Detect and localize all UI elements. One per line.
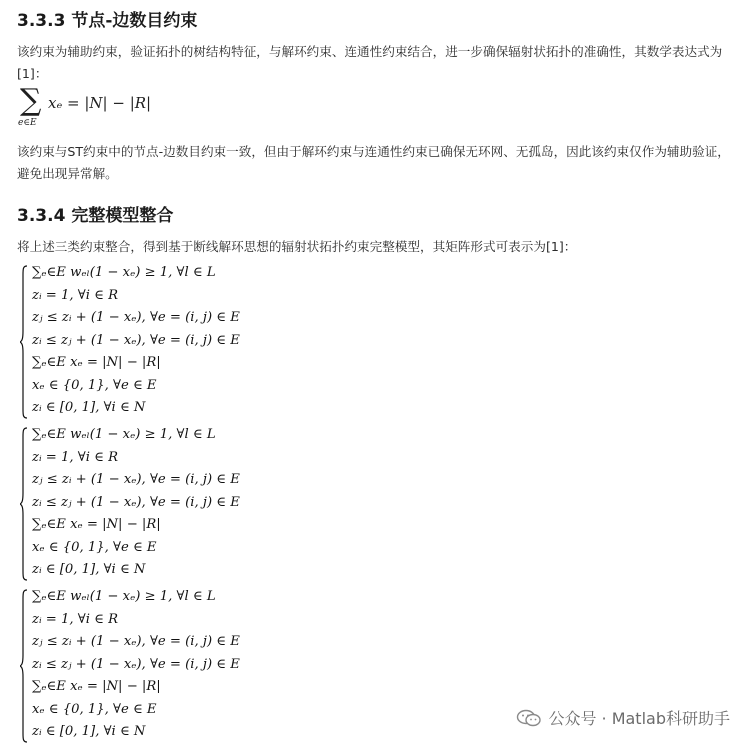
watermark — [516, 706, 730, 729]
equation-line: zᵢ = 1, ∀i ∈ R — [32, 611, 119, 627]
equation-line: zᵢ ≤ zⱼ + (1 − xₑ), ∀e = (i, j) ∈ E — [32, 656, 240, 672]
watermark-text: 公众号 · Matlab科研助手 — [548, 709, 730, 728]
paragraph-node-edge-intro: 该约束为辅助约束，验证拓扑的树结构特征，与解环约束、连通性约束结合，进一步确保辐射状拓扑的准确性，其数学表达式为[1]： — [17, 44, 723, 81]
left-brace-icon — [20, 265, 28, 419]
equation-line: ∑ₑ∈E wₑₗ(1 − xₑ) ≥ 1, ∀l ∈ L — [32, 427, 216, 442]
equation-lines — [32, 424, 240, 582]
sum-subscript: e∈E — [18, 118, 37, 128]
section-heading-model: 3.3.4 完整模型整合 — [17, 206, 174, 226]
equation-line: ∑ₑ∈E xₑ = |N| − |R| — [32, 517, 161, 532]
paragraph-model-intro: 将上述三类约束整合，得到基于断线解环思想的辐射状拓扑约束完整模型，其矩阵形式可表示为[1]： — [17, 239, 577, 254]
sum-symbol: ∑ — [20, 83, 42, 118]
equation-line: xₑ ∈ {0, 1}, ∀e ∈ E — [32, 539, 157, 555]
equation-line: ∑ₑ∈E xₑ = |N| − |R| — [32, 355, 161, 370]
equation-lines — [32, 586, 240, 744]
wechat-icon — [516, 709, 542, 727]
equation-line: xₑ ∈ {0, 1}, ∀e ∈ E — [32, 701, 157, 717]
equation-line: zᵢ ∈ [0, 1], ∀i ∈ N — [32, 724, 146, 739]
equation-line: xₑ ∈ {0, 1}, ∀e ∈ E — [32, 377, 157, 393]
equation-line: zᵢ ∈ [0, 1], ∀i ∈ N — [32, 400, 146, 415]
equation-line: zᵢ ≤ zⱼ + (1 − xₑ), ∀e = (i, j) ∈ E — [32, 494, 240, 510]
equation-line: zⱼ ≤ zᵢ + (1 − xₑ), ∀e = (i, j) ∈ E — [32, 634, 240, 649]
equation-line: zᵢ ∈ [0, 1], ∀i ∈ N — [32, 562, 146, 577]
section-heading-node-edge: 3.3.3 节点-边数目约束 — [17, 11, 198, 31]
equation-line: zᵢ = 1, ∀i ∈ R — [32, 287, 119, 303]
left-brace-icon — [20, 427, 28, 581]
sum-rhs: xₑ = |N| − |R| — [48, 94, 152, 112]
equation-line: zᵢ = 1, ∀i ∈ R — [32, 449, 119, 465]
left-brace-icon — [20, 589, 28, 743]
equation-line: ∑ₑ∈E wₑₗ(1 − xₑ) ≥ 1, ∀l ∈ L — [32, 265, 216, 280]
equation-lines — [32, 262, 240, 420]
equation-line: ∑ₑ∈E xₑ = |N| − |R| — [32, 679, 161, 694]
paragraph-node-edge-note: 该约束与ST约束中的节点-边数目约束一致，但由于解环约束与连通性约束已确保无环网、无孤岛，因此该约束仅作为辅助验证，避免出现异常解。 — [17, 144, 730, 181]
sum-equation — [18, 83, 238, 132]
equation-line: ∑ₑ∈E wₑₗ(1 − xₑ) ≥ 1, ∀l ∈ L — [32, 589, 216, 604]
equation-line: zᵢ ≤ zⱼ + (1 − xₑ), ∀e = (i, j) ∈ E — [32, 332, 240, 348]
equation-line: zⱼ ≤ zᵢ + (1 − xₑ), ∀e = (i, j) ∈ E — [32, 472, 240, 487]
equation-line: zⱼ ≤ zᵢ + (1 − xₑ), ∀e = (i, j) ∈ E — [32, 310, 240, 325]
